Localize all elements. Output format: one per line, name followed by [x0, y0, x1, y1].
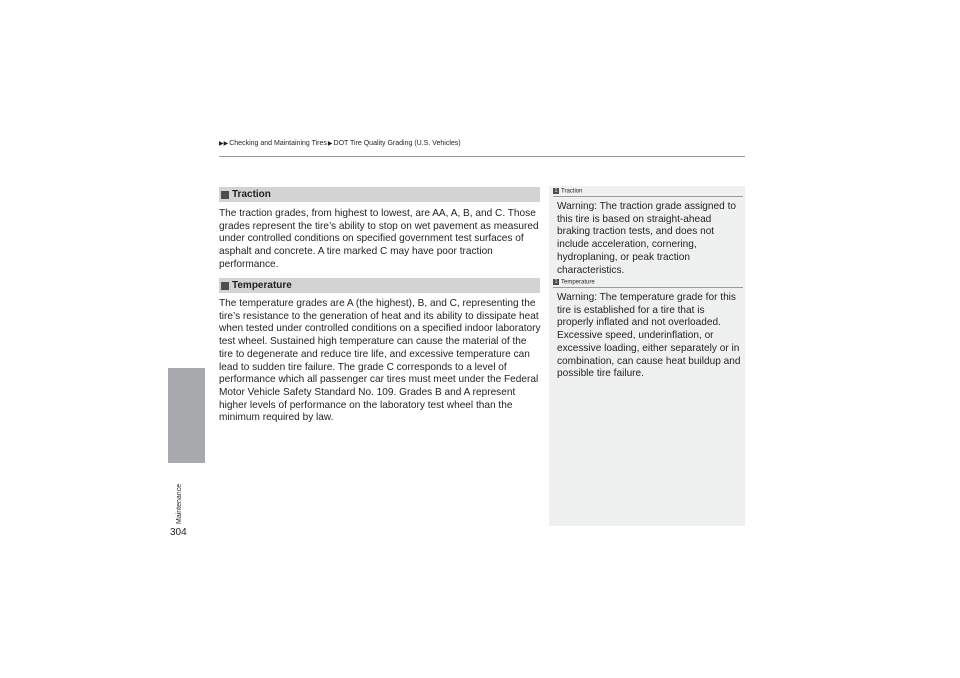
traction-body: The traction grades, from highest to lowest, are AA, A, B, and C. Those grades represent the tire’s ability to stop on wet pavement as measured under controlled conditions on specified government test surfaces of asphalt and concrete. A tire marked C may have poor traction performance. [219, 208, 539, 270]
arrow-right-icon: ▶▶ [219, 141, 229, 147]
side-tab-label: Maintenance [176, 483, 183, 524]
section-heading-text: Temperature [232, 280, 292, 291]
note-traction-text: Warning: The traction grade assigned to this tire is based on straight-ahead braking traction tests, and does not include acceleration, cornering, hydroplaning, or peak traction characteristics. [557, 201, 736, 276]
breadcrumb-item: Checking and Maintaining Tires [229, 140, 327, 147]
note-icon: 1 [554, 188, 558, 194]
breadcrumb-item: DOT Tire Quality Grading (U.S. Vehicles) [333, 140, 461, 147]
note-temperature-text: Warning: The temperature grade for this tire is established for a tire that is properly inflated and not overloaded. Excessive speed, underinflation, or excessive loading, either separately or in combination, can cause heat buildup and possible tire failure. [557, 292, 741, 380]
temperature-body: The temperature grades are A (the highest), B, and C, representing the tire’s resistance to the generation of heat and its ability to dissipate heat when tested under controlled conditions on a specified indoor laboratory test wheel. Sustained high temperature can cause the material of the tire to degenerate and reduce tire life, and excessive temperature can lead to sudden tire failure. The grade C corresponds to a level of performance which all passenger car tires must meet under the Federal Motor Vehicle Safety Standard No. 109. Grades B and A represent higher levels of performance on the laboratory test wheel than the minimum required by law. [219, 298, 541, 424]
arrow-right-icon: ▶ [327, 141, 333, 147]
note-title-traction: 1 Traction [553, 188, 743, 197]
section-heading-text: Traction [232, 189, 271, 200]
page-number: 304 [170, 527, 187, 538]
note-icon: 1 [554, 279, 558, 285]
square-bullet-icon [221, 282, 229, 290]
section-heading-traction [219, 187, 540, 202]
side-tab [168, 368, 205, 463]
section-heading-temperature [219, 278, 540, 293]
breadcrumb [219, 140, 461, 147]
square-bullet-icon [221, 191, 229, 199]
note-title-temperature: 1 Temperature [553, 279, 743, 288]
header-rule [219, 156, 745, 157]
